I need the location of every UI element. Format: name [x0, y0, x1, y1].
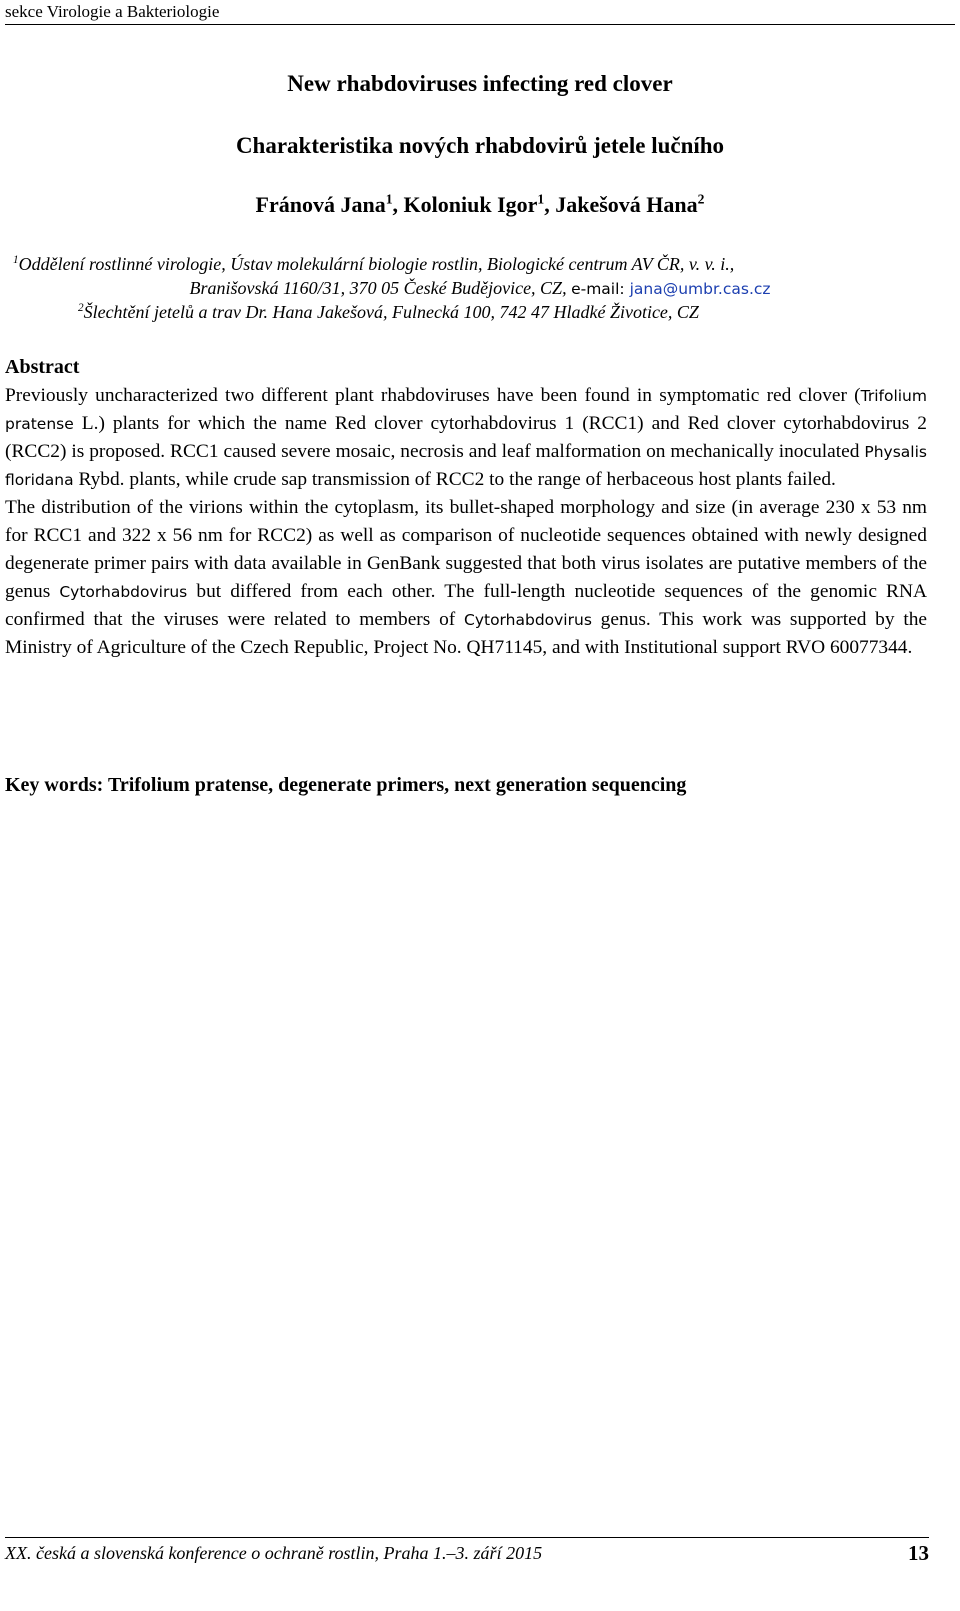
abstract-text: The distribution of the virions within the cytoplasm, its bullet-shaped morphology and size (in average 230 x 53 nm for RCC1 and 322 x 56 nm for RCC2) as well as comparison of nucleotide sequences obtained with newly designed degenerate primer pairs with data available in GenBank suggested that both virus isolates are putative members of the genus [5, 497, 927, 602]
author-name: Jakešová Hana [555, 192, 698, 217]
genus-name: Cytorhabdovirus [464, 611, 592, 629]
abstract-text: Rybd. plants, while crude sap transmission of RCC2 to the range of herbaceous host plants failed. [73, 469, 836, 490]
affiliation-1-line-1: Oddělení rostlinné virologie, Ústav molekulární biologie rostlin, Biologické centrum AV ČR, v. v. i., [18, 254, 735, 274]
author-affiliation-mark: 2 [697, 191, 705, 207]
abstract-paragraph-1 [5, 382, 927, 494]
conference-name: XX. česká a slovenská konference o ochraně rostlin, Praha 1.–3. září 2015 [5, 1543, 543, 1563]
author-affiliation-mark: 1 [537, 191, 545, 207]
affiliation-2 [0, 300, 960, 324]
abstract-heading: Abstract [5, 356, 80, 378]
running-head: sekce Virologie a Bakteriologie [5, 0, 955, 25]
host-species-name: Physalis floridana [5, 443, 927, 489]
title-english: New rhabdoviruses infecting red clover [287, 71, 673, 96]
email-label: e-mail: [571, 280, 630, 298]
author-separator: , [392, 192, 404, 217]
abstract-paragraph-2 [5, 494, 927, 662]
abstract-text: Previously uncharacterized two different plant rhabdoviruses have been found in symptomatic red clover ( [5, 385, 861, 406]
genus-name: Cytorhabdovirus [59, 583, 188, 601]
author-list [0, 192, 960, 218]
abstract-text: L.) plants for which the name Red clover cytorhabdovirus 1 (RCC1) and Red clover cytorhabdovirus 2 (RCC2) is proposed. RCC1 caused severe mosaic, necrosis and leaf malformation on mechanically inoculated [5, 413, 927, 462]
email-link[interactable]: jana@umbr.cas.cz [629, 280, 771, 298]
affiliation-2-text: Šlechtění jetelů a trav Dr. Hana Jakešová, Fulnecká 100, 742 47 Hladké Životice, CZ [83, 302, 699, 322]
abstract-body [5, 382, 927, 662]
page-footer [5, 1537, 929, 1572]
title-czech: Charakteristika nových rhabdovirů jetele lučního [235, 133, 725, 158]
author-separator: , [544, 192, 556, 217]
abstract-text: genus. This work was supported by the Ministry of Agriculture of the Czech Republic, Project No. QH71145, and with Institutional support RVO 60077344. [5, 609, 928, 658]
keywords: Key words: Trifolium pratense, degenerate primers, next generation sequencing [5, 774, 687, 796]
affiliation-mark: 1 [13, 254, 19, 266]
abstract-text: but differed from each other. The full-length nucleotide sequences of the genomic RNA confirmed that the viruses were related to members of [5, 581, 927, 630]
page-number: 13 [908, 1541, 929, 1565]
author-name: Koloniuk Igor [403, 192, 538, 217]
affiliation-mark: 2 [78, 302, 84, 314]
author-name: Fránová Jana [255, 192, 386, 217]
affiliation-1-line-2: Branišovská 1160/31, 370 05 České Budějovice, CZ, [189, 278, 572, 298]
species-name: Trifolium pratense [5, 387, 927, 433]
author-affiliation-mark: 1 [385, 191, 393, 207]
affiliation-1 [0, 252, 960, 301]
